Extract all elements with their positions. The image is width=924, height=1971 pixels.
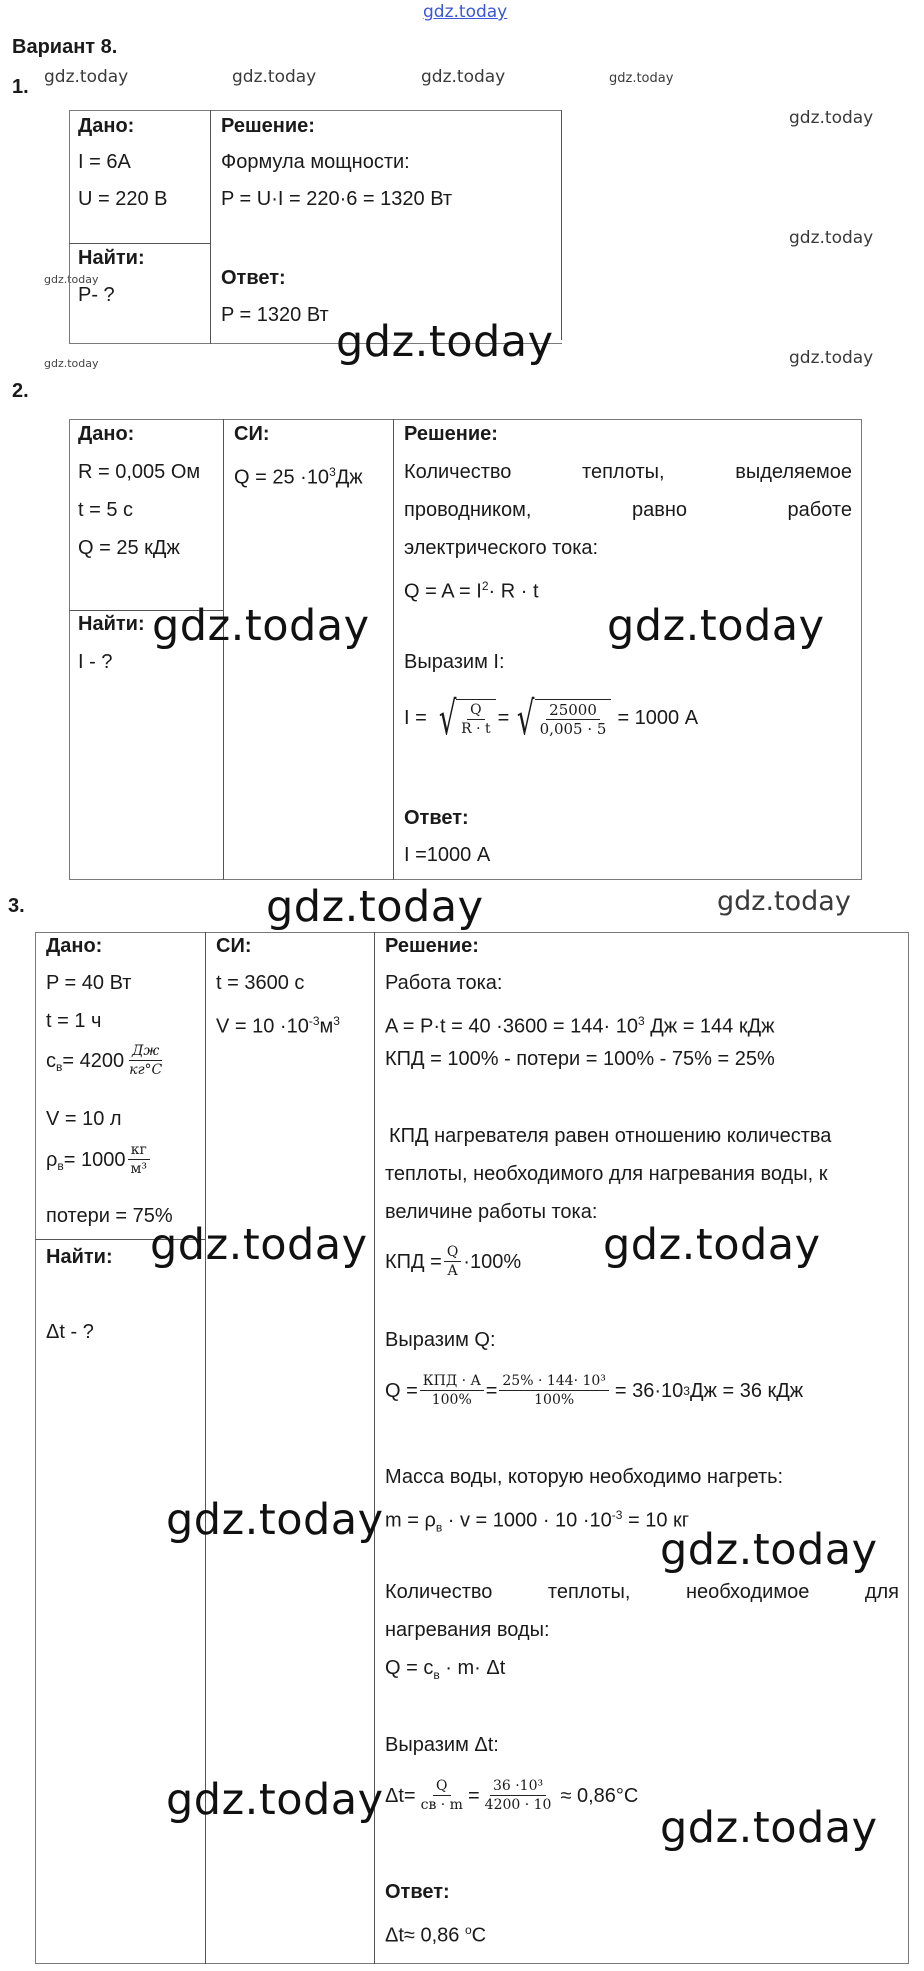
answer-label: Ответ: xyxy=(404,807,469,829)
formula-q: $Q = A = I^2\cdot R \cdot t$ xyxy=(404,579,539,603)
given-power: P = 40 Вт xyxy=(46,972,132,994)
express-label: Выразим Q: xyxy=(385,1329,496,1351)
divider xyxy=(69,243,210,244)
formula-heat-capacity: $Q = c_в \cdot m\cdot \Delta t$ xyxy=(385,1657,506,1682)
solution-label: Решение: xyxy=(385,935,479,957)
given-label: Дано: xyxy=(78,423,135,445)
watermark: gdz.today xyxy=(166,1495,384,1545)
formula-work: $A = P\cdot t = 40 \cdot 3600 = 144\cdot 10^3$ Дж = 144 кДж xyxy=(385,1014,775,1038)
watermark: gdz.today xyxy=(150,1220,368,1270)
watermark: gdz.today xyxy=(232,67,317,87)
watermark: gdz.today xyxy=(152,601,370,651)
solution-paragraph: величине работы тока: xyxy=(385,1201,598,1223)
si-time: t = 3600 с xyxy=(216,972,305,994)
find-value: P- ? xyxy=(78,284,115,306)
divider xyxy=(393,419,394,880)
problem-3-number: 3. xyxy=(8,895,25,917)
given-current: I = 6A xyxy=(78,151,131,173)
formula-efficiency-ratio: КПД = $\frac{Q}{A}$ ·100% xyxy=(385,1244,522,1279)
given-heat: Q = 25 кДж xyxy=(78,537,180,559)
site-link[interactable]: gdz.today xyxy=(423,2,508,22)
watermark: gdz.today xyxy=(717,886,851,917)
si-label: СИ: xyxy=(216,935,252,957)
answer-label: Ответ: xyxy=(385,1881,450,1903)
express-label: Выразим I: xyxy=(404,651,505,673)
express-label: Выразим Δt: xyxy=(385,1734,499,1756)
answer-value: I =1000 А xyxy=(404,844,491,866)
given-resistance: R = 0,005 Ом xyxy=(78,461,201,483)
divider xyxy=(561,110,562,340)
answer-value: Δt≈ 0,86 $^o$C xyxy=(385,1923,487,1947)
solution-paragraph: КПД нагревателя равен отношению количества xyxy=(389,1125,832,1147)
watermark: gdz.today xyxy=(44,273,99,286)
formula-delta-t: Δt= $\frac{Q}{cв \cdot m}$ = $\frac{\text{36 ·10³}}{4200 \cdot 10}$ ≈ 0,86°C xyxy=(385,1778,639,1813)
solution-paragraph: теплоты, необходимого для нагревания воды, к xyxy=(385,1163,828,1185)
watermark: gdz.today xyxy=(607,601,825,651)
formula-efficiency: КПД = 100% - потери = 100% - 75% = 25% xyxy=(385,1048,775,1070)
given-time: t = 5 с xyxy=(78,499,134,521)
solution-line: Работа тока: xyxy=(385,972,503,994)
formula-mass: $m = \rho_в \cdot v = 1000 \cdot 10 \cdot 10^{-3} = 10$ кг xyxy=(385,1508,690,1535)
find-value: Δt - ? xyxy=(46,1321,94,1343)
solution-line: P = U·I = 220·6 = 1320 Вт xyxy=(221,188,453,210)
watermark: gdz.today xyxy=(336,317,554,367)
formula-current: I = √ $\frac{Q}{R \cdot t}$ = √ $\frac{25000}{0,005 \cdot 5}$ = 1000 А xyxy=(404,691,699,745)
given-voltage: U = 220 В xyxy=(78,188,168,210)
watermark: gdz.today xyxy=(266,882,484,932)
watermark: gdz.today xyxy=(660,1803,878,1853)
watermark: gdz.today xyxy=(603,1220,821,1270)
answer-label: Ответ: xyxy=(221,267,286,289)
solution-label: Решение: xyxy=(221,115,315,137)
si-heat: $Q = 25 \cdot 10^3Дж$ xyxy=(234,465,363,489)
answer-value: P = 1320 Вт xyxy=(221,304,329,326)
solution-line: Количество теплоты, необходимое для xyxy=(385,1581,899,1603)
divider xyxy=(210,110,211,344)
watermark: gdz.today xyxy=(609,71,674,86)
watermark: gdz.today xyxy=(421,67,506,87)
watermark: gdz.today xyxy=(166,1775,384,1825)
solution-line: нагревания воды: xyxy=(385,1619,550,1641)
solution-label: Решение: xyxy=(404,423,498,445)
solution-line: проводником, равно работе xyxy=(404,499,852,521)
find-label: Найти: xyxy=(78,613,145,635)
given-losses: потери = 75% xyxy=(46,1205,173,1227)
solution-line: Масса воды, которую необходимо нагреть: xyxy=(385,1466,784,1488)
solution-line: Количество теплоты, выделяемое xyxy=(404,461,852,483)
solution-line: электрического тока: xyxy=(404,537,599,559)
find-label: Найти: xyxy=(78,247,145,269)
given-label: Дано: xyxy=(78,115,135,137)
given-label: Дано: xyxy=(46,935,103,957)
watermark: gdz.today xyxy=(789,228,874,248)
watermark: gdz.today xyxy=(44,357,99,370)
given-time: t = 1 ч xyxy=(46,1010,102,1032)
si-label: СИ: xyxy=(234,423,270,445)
given-volume: V = 10 л xyxy=(46,1108,122,1130)
given-specific-heat: c $_в$ = 4200 $\frac{Дж}{кг^\circ C}$ xyxy=(46,1043,163,1078)
watermark: gdz.today xyxy=(660,1525,878,1575)
si-volume: $V = 10 \cdot 10^{-3}м^3$ xyxy=(216,1014,340,1038)
watermark: gdz.today xyxy=(44,67,129,87)
problem-2-number: 2. xyxy=(12,380,29,402)
formula-heat: Q = $\frac{\text{КПД · A}}{100\%}$ = $\frac{\text{25\% · 144· 10³}}{100\%}$ = 36·10 3 Дж = 36 кДж xyxy=(385,1373,804,1408)
given-density: ρ $_в$ = 1000 $\frac{кг}{\text{м³}}$ xyxy=(46,1142,152,1177)
watermark: gdz.today xyxy=(789,348,874,368)
watermark: gdz.today xyxy=(789,108,874,128)
solution-line: Формула мощности: xyxy=(221,151,410,173)
problem-1-number: 1. xyxy=(12,76,29,98)
find-value: I - ? xyxy=(78,651,113,673)
find-label: Найти: xyxy=(46,1246,113,1268)
page-title: Вариант 8. xyxy=(12,36,118,58)
